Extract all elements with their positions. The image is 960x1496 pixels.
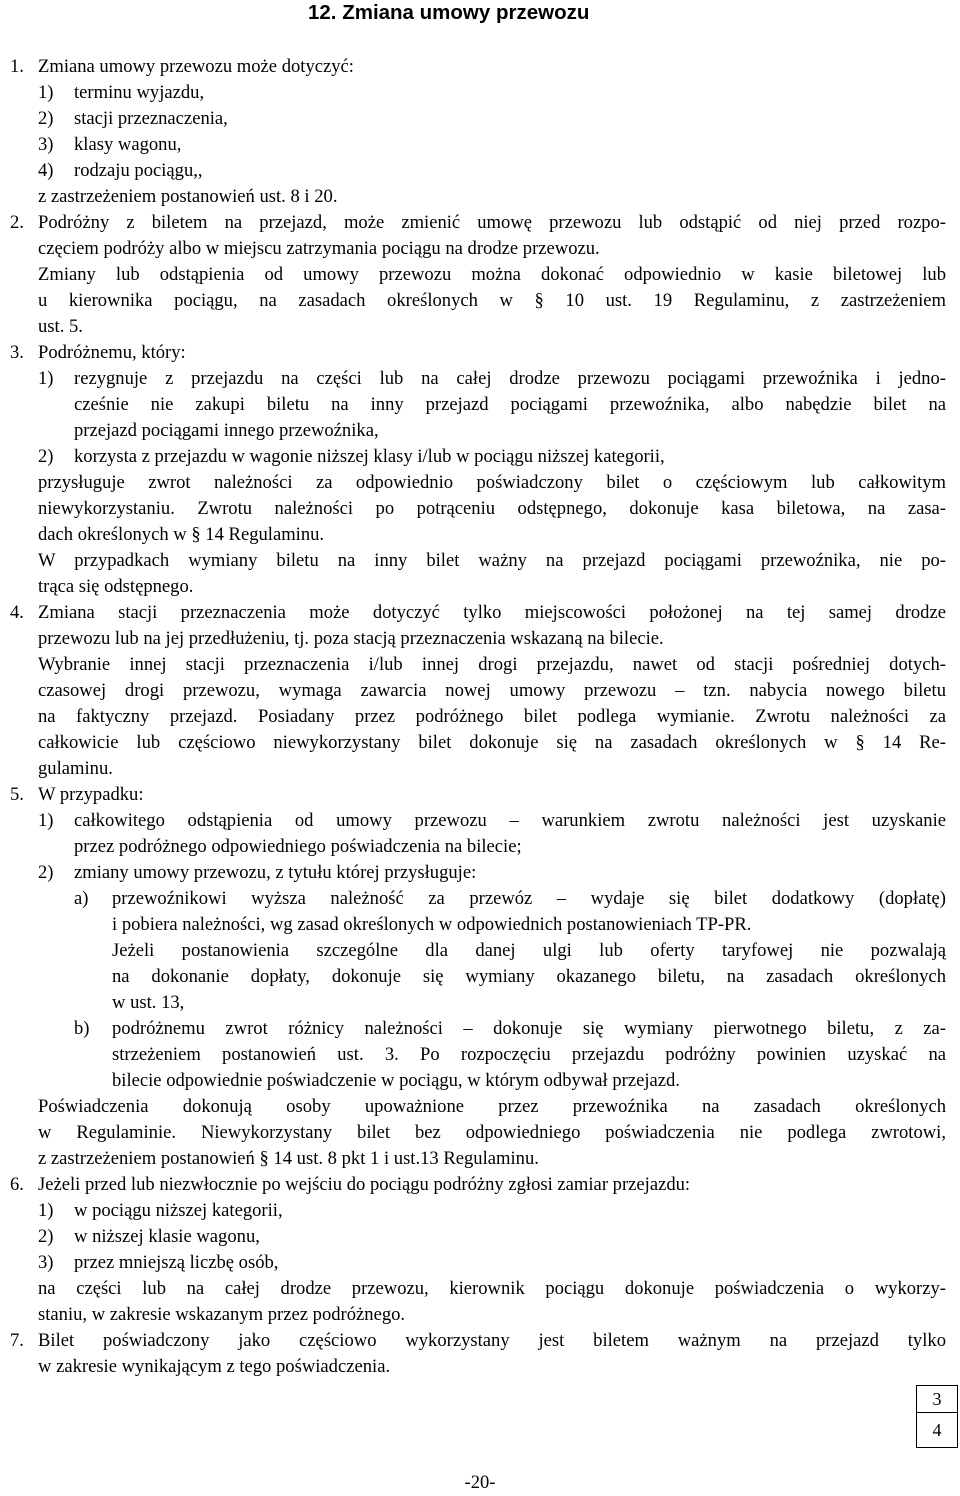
text-line xyxy=(0,808,960,834)
line-text: przez podróżnego odpowiedniego poświadczenia na bilecie; xyxy=(74,836,522,857)
line-text: na faktyczny przejazd. Posiadany przez podróżnego bilet podlega wymianie. Zwrotu należności za xyxy=(38,706,946,727)
text-line xyxy=(0,1172,960,1198)
text-line xyxy=(0,496,960,522)
list-marker: 3. xyxy=(10,342,24,363)
text-line xyxy=(0,470,960,496)
list-marker: 2. xyxy=(10,212,24,233)
box-bottom-number: 4 xyxy=(916,1412,958,1448)
list-marker: 1. xyxy=(10,56,24,77)
text-line xyxy=(0,262,960,288)
line-text: przysługuje zwrot należności za odpowiednio poświadczony bilet o częściowym lub całkowitym xyxy=(38,472,946,493)
text-line xyxy=(0,392,960,418)
list-marker: 2) xyxy=(38,446,54,467)
text-line xyxy=(0,444,960,470)
line-text: Wybranie innej stacji przeznaczenia i/lub innej drogi przejazdu, nawet od stacji pośredniej dotych- xyxy=(38,654,946,675)
box-top-number: 3 xyxy=(916,1385,958,1412)
text-line xyxy=(0,522,960,548)
line-text: staniu, w zakresie wskazanym przez podróżnego. xyxy=(38,1304,406,1325)
line-text: w zakresie wynikającym z tego poświadczenia. xyxy=(38,1356,391,1377)
line-text: u kierownika pociągu, na zasadach określonych w § 10 ust. 19 Regulaminu, z zastrzeżeniem xyxy=(38,290,946,311)
line-text: całkowitego odstąpienia od umowy przewozu – warunkiem zwrotu należności jest uzyskanie xyxy=(74,810,946,831)
text-line xyxy=(0,158,960,184)
text-line xyxy=(0,80,960,106)
line-text: Poświadczenia dokonują osoby upoważnione przez przewoźnika na zasadach określonych xyxy=(38,1096,946,1117)
line-text: częciem podróży albo w miejscu zatrzymania pociągu na drodze przewozu. xyxy=(38,238,600,259)
list-marker: 1) xyxy=(38,368,54,389)
text-line xyxy=(0,782,960,808)
line-text: Jeżeli postanowienia szczególne dla danej ulgi lub oferty taryfowej nie pozwalają xyxy=(112,940,946,961)
line-text: Zmiana stacji przeznaczenia może dotyczyć tylko miejscowości położonej na tej samej drodze xyxy=(38,602,946,623)
list-marker: 1) xyxy=(38,810,54,831)
line-text: strzeżeniem postanowień ust. 3. Po rozpoczęciu przejazdu podróżny powinien uzyskać na xyxy=(112,1044,946,1065)
line-text: w niższej klasie wagonu, xyxy=(74,1226,260,1247)
line-text: stacji przeznaczenia, xyxy=(74,108,228,129)
text-line xyxy=(0,756,960,782)
list-marker: 1) xyxy=(38,82,54,103)
list-marker: 6. xyxy=(10,1174,24,1195)
list-marker: 4) xyxy=(38,160,54,181)
text-line xyxy=(0,548,960,574)
text-line xyxy=(0,1042,960,1068)
text-line xyxy=(0,964,960,990)
text-line xyxy=(0,314,960,340)
line-text: podróżnemu zwrot różnicy należności – dokonuje się wymiany pierwotnego biletu, z za- xyxy=(112,1018,946,1039)
line-text: i pobiera należności, wg zasad określonych w odpowiednich postanowieniach TP-PR. xyxy=(112,914,752,935)
line-text: na dokonanie dopłaty, dokonuje się wymiany okazanego biletu, na zasadach określonych xyxy=(112,966,946,987)
list-marker: b) xyxy=(74,1018,90,1039)
text-line xyxy=(0,1224,960,1250)
text-line xyxy=(0,418,960,444)
line-text: Podróżny z biletem na przejazd, może zmienić umowę przewozu lub odstąpić od niej przed rozpo- xyxy=(38,212,946,233)
line-text: terminu wyjazdu, xyxy=(74,82,205,103)
text-line xyxy=(0,1094,960,1120)
line-text: Podróżnemu, który: xyxy=(38,342,186,363)
line-text: w ust. 13, xyxy=(112,992,185,1013)
list-marker: 4. xyxy=(10,602,24,623)
line-text: z zastrzeżeniem postanowień § 14 ust. 8 pkt 1 i ust.13 Regulaminu. xyxy=(38,1148,539,1169)
text-line xyxy=(0,1276,960,1302)
list-marker: 1) xyxy=(38,1200,54,1221)
line-text: przez mniejszą liczbę osób, xyxy=(74,1252,279,1273)
text-line xyxy=(0,132,960,158)
line-text: przewozu lub na jej przedłużeniu, tj. poza stacją przeznaczenia wskazaną na bilecie. xyxy=(38,628,664,649)
text-line xyxy=(0,1146,960,1172)
line-text: W przypadkach wymiany biletu na inny bilet ważny na przejazd pociągami przewoźnika, nie po- xyxy=(38,550,946,571)
line-text: na części lub na całej drodze przewozu, kierownik pociągu dokonuje poświadczenia o wykorzy- xyxy=(38,1278,946,1299)
text-line xyxy=(0,730,960,756)
text-line xyxy=(0,860,960,886)
text-line xyxy=(0,678,960,704)
text-line xyxy=(0,288,960,314)
line-text: Zmiany lub odstąpienia od umowy przewozu można dokonać odpowiednio w kasie biletowej lub xyxy=(38,264,946,285)
list-marker: 2) xyxy=(38,862,54,883)
line-text: całkowicie lub częściowo niewykorzystany bilet dokonuje się na zasadach określonych w § 14 Re- xyxy=(38,732,946,753)
text-line xyxy=(0,652,960,678)
line-text: przewoźnikowi wyższa należność za przewóz – wydaje się bilet dodatkowy (dopłatę) xyxy=(112,888,946,909)
text-line xyxy=(0,600,960,626)
page-number: -20- xyxy=(464,1472,496,1493)
line-text: niewykorzystaniu. Zwrotu należności po potrąceniu odstępnego, dokonuje kasa biletowa, na zasa- xyxy=(38,498,946,519)
list-marker: a) xyxy=(74,888,89,909)
text-line xyxy=(0,834,960,860)
text-line xyxy=(0,1250,960,1276)
line-text: bilecie odpowiednie poświadczenie w pociągu, w którym odbywał przejazd. xyxy=(112,1070,680,1091)
list-marker: 3) xyxy=(38,1252,54,1273)
list-marker: 3) xyxy=(38,134,54,155)
text-line xyxy=(0,1302,960,1328)
line-text: trąca się odstępnego. xyxy=(38,576,194,597)
line-text: klasy wagonu, xyxy=(74,134,182,155)
text-line xyxy=(0,886,960,912)
line-text: w Regulaminie. Niewykorzystany bilet bez odpowiedniego poświadczenia nie podlega zwrotowi, xyxy=(38,1122,946,1143)
text-line xyxy=(0,184,960,210)
text-line xyxy=(0,626,960,652)
line-text: Zmiana umowy przewozu może dotyczyć: xyxy=(38,56,354,77)
text-line xyxy=(0,938,960,964)
section-title: 12. Zmiana umowy przewozu xyxy=(308,1,590,24)
text-line xyxy=(0,1016,960,1042)
line-text: gulaminu. xyxy=(38,758,113,779)
line-text: z zastrzeżeniem postanowień ust. 8 i 20. xyxy=(38,186,338,207)
text-line xyxy=(0,1120,960,1146)
list-marker: 7. xyxy=(10,1330,24,1351)
line-text: w pociągu niższej kategorii, xyxy=(74,1200,283,1221)
text-line xyxy=(0,1068,960,1094)
line-text: ust. 5. xyxy=(38,316,83,337)
text-line xyxy=(0,704,960,730)
text-line xyxy=(0,210,960,236)
line-text: korzysta z przejazdu w wagonie niższej klasy i/lub w pociągu niższej kategorii, xyxy=(74,446,665,467)
text-line xyxy=(0,574,960,600)
text-line xyxy=(0,366,960,392)
list-marker: 2) xyxy=(38,108,54,129)
line-text: Jeżeli przed lub niezwłocznie po wejściu do pociągu podróżny zgłosi zamiar przejazdu: xyxy=(38,1174,691,1195)
line-text: W przypadku: xyxy=(38,784,144,805)
text-line xyxy=(0,990,960,1016)
line-text: Bilet poświadczony jako częściowo wykorzystany jest biletem ważnym na przejazd tylko xyxy=(38,1330,946,1351)
list-marker: 5. xyxy=(10,784,24,805)
text-line xyxy=(0,1328,960,1354)
text-line xyxy=(0,1198,960,1224)
line-text: cześnie nie zakupi biletu na inny przejazd pociągami przewoźnika, albo nabędzie bilet na xyxy=(74,394,946,415)
text-line xyxy=(0,912,960,938)
line-text: rezygnuje z przejazdu na części lub na całej drodze przewozu pociągami przewoźnika i jedno- xyxy=(74,368,946,389)
text-line xyxy=(0,106,960,132)
line-text: zmiany umowy przewozu, z tytułu której przysługuje: xyxy=(74,862,477,883)
line-text: dach określonych w § 14 Regulaminu. xyxy=(38,524,325,545)
text-line xyxy=(0,54,960,80)
text-line xyxy=(0,340,960,366)
line-text: rodzaju pociągu,, xyxy=(74,160,203,181)
line-text: przejazd pociągami innego przewoźnika, xyxy=(74,420,379,441)
line-text: czasowej drogi przewozu, wymaga zawarcia nowej umowy przewozu – tzn. nabycia nowego biletu xyxy=(38,680,946,701)
list-marker: 2) xyxy=(38,1226,54,1247)
text-line xyxy=(0,1354,960,1380)
text-line xyxy=(0,236,960,262)
